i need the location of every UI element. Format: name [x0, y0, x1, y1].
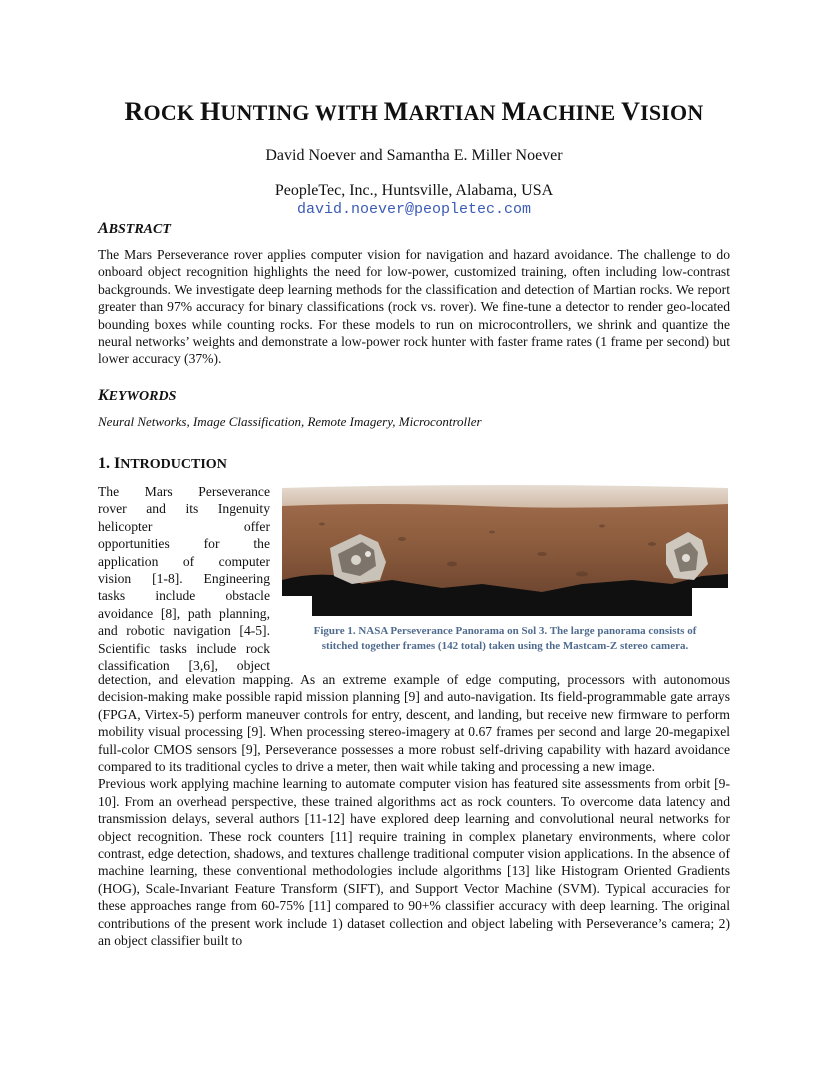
affiliation: PeopleTec, Inc., Huntsville, Alabama, USA	[274, 182, 554, 199]
keywords-heading	[98, 387, 176, 405]
paper-title	[0, 97, 828, 127]
mars-panorama-image	[282, 484, 728, 616]
heading-rest: BSTRACT	[108, 222, 171, 237]
title-part: ISION	[640, 100, 704, 125]
text-line: The Mars Perseverance	[98, 484, 270, 499]
text-line: helicopter offer	[98, 518, 270, 534]
heading-rest: NTRODUCTION	[120, 457, 227, 472]
text-line: opportunities for the	[98, 536, 270, 552]
author-list: David Noever and Samantha E. Miller Noever	[265, 147, 563, 164]
title-part: M	[383, 97, 409, 126]
title-part: M	[501, 97, 527, 126]
text-line: vision [1-8]. Engineering	[98, 571, 270, 587]
title-part: R	[124, 97, 144, 126]
affiliation-block	[0, 181, 828, 219]
title-part: OCK	[143, 100, 200, 125]
figure-1-panorama	[282, 484, 728, 616]
heading-rest: EYWORDS	[108, 389, 177, 404]
text-line: classification [3,6], object	[98, 658, 270, 674]
keywords-text: Neural Networks, Image Classification, Remote Imagery, Microcontroller	[98, 414, 482, 429]
abstract-text: The Mars Perseverance rover applies computer vision for navigation and hazard avoidance. The challenge to do onboard object recognition highlights the need for low-power, customized training, often including low-contrast backgrounds. We investigate deep learning methods for the classification and detection of Martian rocks. We report greater than 97% accuracy for binary classifications (rock vs. rover). We fine-tune a detector to render geo-located bounding boxes while counting rocks. For these models to run on microcontrollers, we shrink and quantize the neural networks’ weights and demonstrate a low-power rock hunter with faster frame rates (1 frame per second) but lower accuracy (37%).	[98, 247, 730, 367]
intro-body	[98, 671, 730, 950]
title-part: UNTING WITH	[220, 100, 384, 125]
text-line: and robotic navigation [4-5].	[98, 623, 270, 639]
intro-paragraph-1: detection, and elevation mapping. As an extreme example of edge computing, processors with autonomous decision-making make possible rapid mission planning [9] and auto-navigation. Its field-programmable gate arrays (FPGA, Virtex-5) perform maneuver controls for entry, descent, and landing, but receive new firmware to perform mobility visual processing [9]. When processing stereo-imagery at 0.67 frames per second and large 20-megapixel full-color CMOS sensors [9], Perseverance possesses a more robust self-driving capability with hazard avoidance compared to its traditional cycles to drive a meter, then wait while taking and processing a new image.	[98, 672, 730, 775]
text-line: tasks include obstacle	[98, 588, 270, 604]
intro-paragraph-2: Previous work applying machine learning to automate computer vision has featured site assessments from orbit [9-10]. From an overhead perspective, these trained algorithms act as rock counters. To overcome data latency and transmission delays, several authors [11-12] have explored deep learning and convolutional neural networks for object recognition. These rock counters [11] require training in complex planetary environments, where color contrast, edge detection, shadows, and textures challenge traditional computer vision applications. In the absence of machine learning, these conventional methodologies include algorithms [13] like Histogram Oriented Gradients (HOG), Scale-Invariant Feature Transform (SIFT), and Support Vector Machine (SVM). Typical accuracies for these approaches range from 60-75% [11] compared to 90+% classifier accuracy with deep learning. The original contributions of the present work include 1) dataset collection and object labeling with Perseverance’s camera; 2) an object classifier built to	[98, 776, 730, 949]
heading-initial: K	[98, 387, 109, 404]
intro-left-column	[98, 483, 270, 674]
title-part: ARTIAN	[408, 100, 502, 125]
text-line: application of computer	[98, 553, 270, 569]
title-part: H	[199, 97, 221, 126]
abstract-heading	[98, 220, 171, 238]
title-part: V	[621, 97, 641, 126]
title-part: ACHINE	[526, 100, 622, 125]
text-line: avoidance [8], path planning,	[98, 605, 270, 621]
caption-line: stitched together frames (142 total) taken using the Mastcam-Z stereo camera.	[321, 640, 689, 652]
caption-line: Figure 1. NASA Perseverance Panorama on Sol 3. The large panorama consists of	[313, 625, 697, 637]
text-line: rover and its Ingenuity	[98, 501, 270, 517]
heading-initial: 1. I	[98, 455, 121, 472]
figure-1-caption	[282, 624, 728, 654]
email-link[interactable]: david.noever@peopletec.com	[296, 201, 532, 218]
text-line: Scientific tasks include rock	[98, 640, 270, 656]
heading-initial: A	[98, 220, 109, 237]
introduction-heading	[98, 455, 227, 473]
